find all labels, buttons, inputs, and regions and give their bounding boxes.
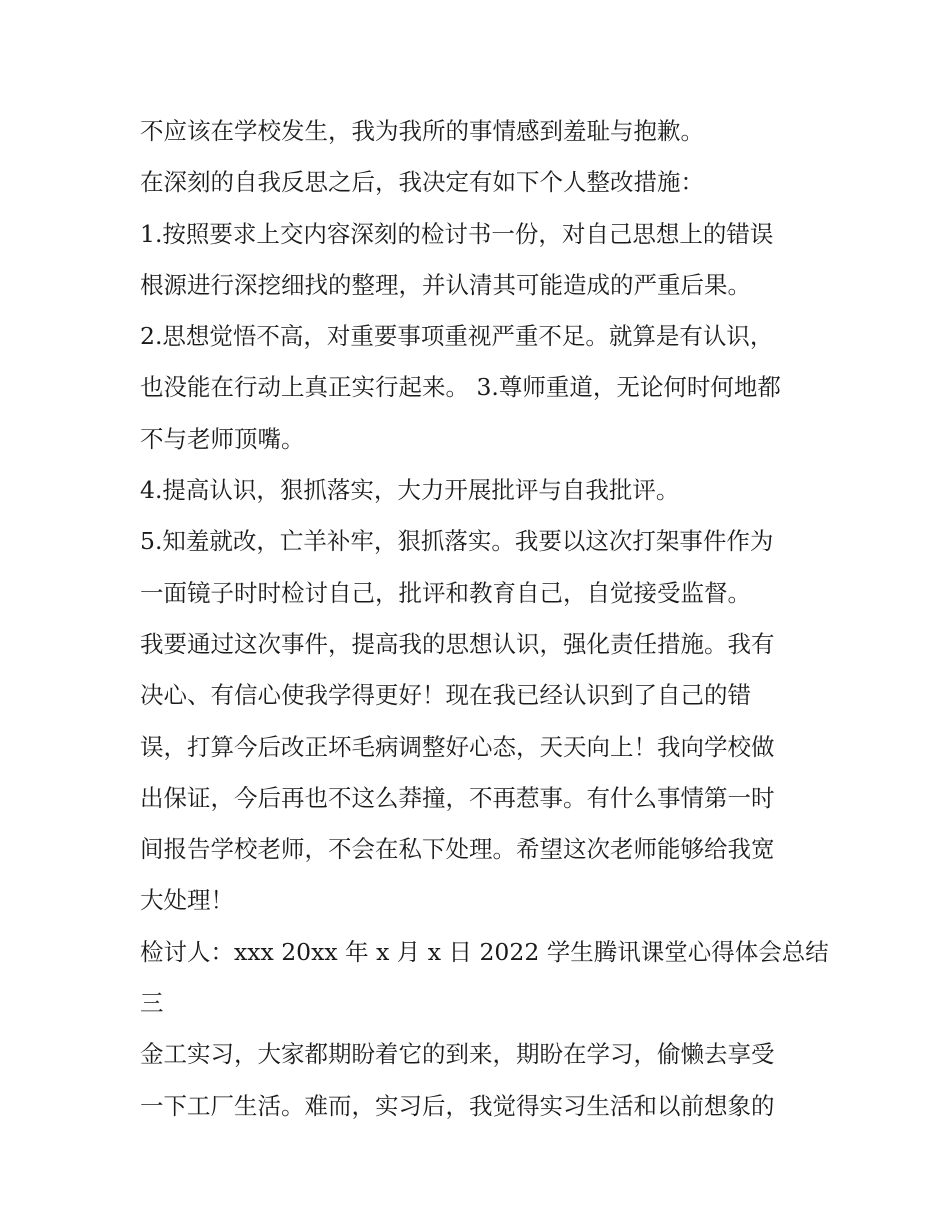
- text-line: 出保证，今后再也不这么莽撞，不再惹事。有什么事情第一时: [140, 783, 775, 812]
- text-line: 金工实习，大家都期盼着它的到来，期盼在学习，偷懒去享受: [140, 1040, 775, 1069]
- text-line: 我要通过这次事件，提高我的思想认识，强化责任措施。我有: [140, 629, 775, 658]
- text-line: 在深刻的自我反思之后，我决定有如下个人整改措施：: [140, 168, 704, 197]
- text-line: 误，打算今后改正坏毛病调整好心态，天天向上！我向学校做: [140, 732, 775, 761]
- text-line: 2.思想觉悟不高，对重要事项重视严重不足。就算是有认识，: [140, 322, 774, 351]
- text-line: 决心、有信心使我学得更好！现在我已经认识到了自己的错: [140, 681, 751, 710]
- text-line: 不与老师顶嘴。: [140, 424, 305, 453]
- text-line: 不应该在学校发生，我为我所的事情感到羞耻与抱歉。: [140, 117, 704, 145]
- text-line: 间报告学校老师，不会在私下处理。希望这次老师能够给我宽: [140, 835, 775, 864]
- text-line: 检讨人：xxx 20xx 年 x 月 x 日 2022 学生腾讯课堂心得体会总结: [140, 937, 829, 966]
- document-body: [140, 106, 829, 1132]
- text-line: 一面镜子时时检讨自己，批评和教育自己，自觉接受监督。: [140, 578, 751, 607]
- text-line: 根源进行深挖细找的整理，并认清其可能造成的严重后果。: [140, 270, 751, 299]
- text-line: 大处理！: [140, 886, 234, 915]
- text-line: 4.提高认识，狠抓落实，大力开展批评与自我批评。: [140, 476, 680, 505]
- text-line: 三: [140, 989, 164, 1018]
- text-line: 5.知羞就改，亡羊补牢，狠抓落实。我要以这次打架事件作为: [140, 527, 774, 556]
- text-line: 一下工厂生活。难而，实习后，我觉得实习生活和以前想象的: [140, 1091, 775, 1120]
- text-line: 也没能在行动上真正实行起来。 3.尊师重道，无论何时何地都: [140, 373, 781, 402]
- text-line: 1.按照要求上交内容深刻的检讨书一份，对自己思想上的错误: [140, 219, 774, 248]
